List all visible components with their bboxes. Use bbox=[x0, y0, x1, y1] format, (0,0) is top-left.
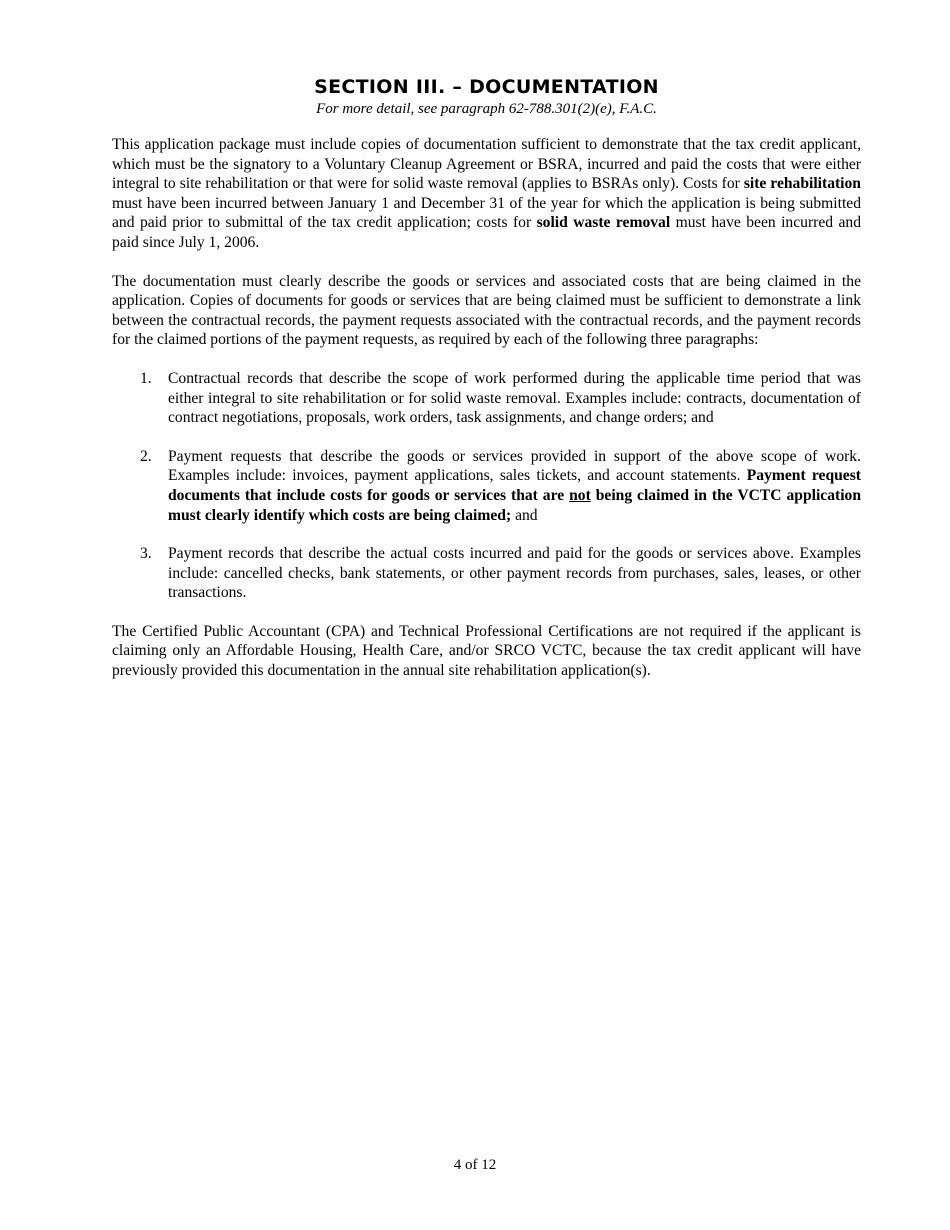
list-item-underlined-not: not bbox=[569, 486, 591, 504]
intro-text-b: must have been incurred between January 1 and December 31 of the year for which the application is being submitted and paid prior to submittal of the tax credit application; costs for bbox=[112, 194, 861, 232]
intro-paragraph bbox=[112, 135, 861, 253]
list-item-text-end: and bbox=[511, 506, 538, 524]
list-item-payment-records bbox=[112, 544, 861, 603]
list-item-contractual-records bbox=[112, 369, 861, 428]
list-item-payment-requests bbox=[112, 447, 861, 525]
list-item-text: Payment requests that describe the goods or services provided in support of the above scope of work. Examples include: invoices, payment applications, sales tickets, and account statements. bbox=[168, 447, 861, 485]
intro-bold-site-rehabilitation: site rehabilitation bbox=[743, 175, 861, 193]
intro-bold-solid-waste-removal: solid waste removal bbox=[536, 214, 671, 232]
list-item-bold-text-a: Payment request documents that include costs for goods or services that are bbox=[168, 467, 861, 504]
list-item-text: Contractual records that describe the scope of work performed during the applicable time period that was either integral to site rehabilitation or for solid waste removal. Examples include: contracts, documentation of contract negotiations, proposals, work orders, task assignments, and change orders; and bbox=[168, 369, 861, 427]
list-item-number: 2. bbox=[140, 447, 152, 465]
page-number: 4 of 12 bbox=[453, 1157, 497, 1173]
list-item-text: Payment records that describe the actual costs incurred and paid for the goods or services above. Examples include: cancelled checks, bank statements, or other payment records from purchases, sales, leases, or other transactions. bbox=[168, 545, 861, 602]
requirements-list bbox=[112, 369, 861, 603]
documentation-paragraph: The documentation must clearly describe the goods or services and associated costs that are being claimed in the application. Copies of documents for goods or services that are being claimed must be sufficient to demonstrate a link between the contractual records, the payment requests associated with the contractual records, and the payment records for the claimed portions of the payment requests, as required by each of the following three paragraphs: bbox=[112, 272, 861, 349]
section-subtitle: For more detail, see paragraph 62-788.301(2)(e), F.A.C. bbox=[316, 101, 657, 117]
section-title: SECTION III. – DOCUMENTATION bbox=[314, 76, 659, 98]
list-item-number: 3. bbox=[140, 545, 152, 563]
intro-text-c: must have been incurred and paid since July 1, 2006. bbox=[112, 214, 861, 251]
list-item-number: 1. bbox=[140, 369, 152, 387]
intro-text-a: This application package must include copies of documentation sufficient to demonstrate that the tax credit applicant, which must be the signatory to a Voluntary Cleanup Agreement or BSRA, incurred and paid the costs that were either integral to site rehabilitation or that were for solid waste removal (applies to BSRAs only). Costs for bbox=[112, 136, 861, 193]
document-page bbox=[112, 76, 861, 681]
certification-paragraph: The Certified Public Accountant (CPA) and Technical Professional Certifications are not required if the applicant is claiming only an Affordable Housing, Health Care, and/or SRCO VCTC, because the tax credit applicant will have previously provided this documentation in the annual site rehabilitation application(s). bbox=[112, 622, 861, 680]
list-item-bold-text-b: being claimed in the VCTC application must clearly identify which costs are being claimed; bbox=[168, 486, 861, 524]
